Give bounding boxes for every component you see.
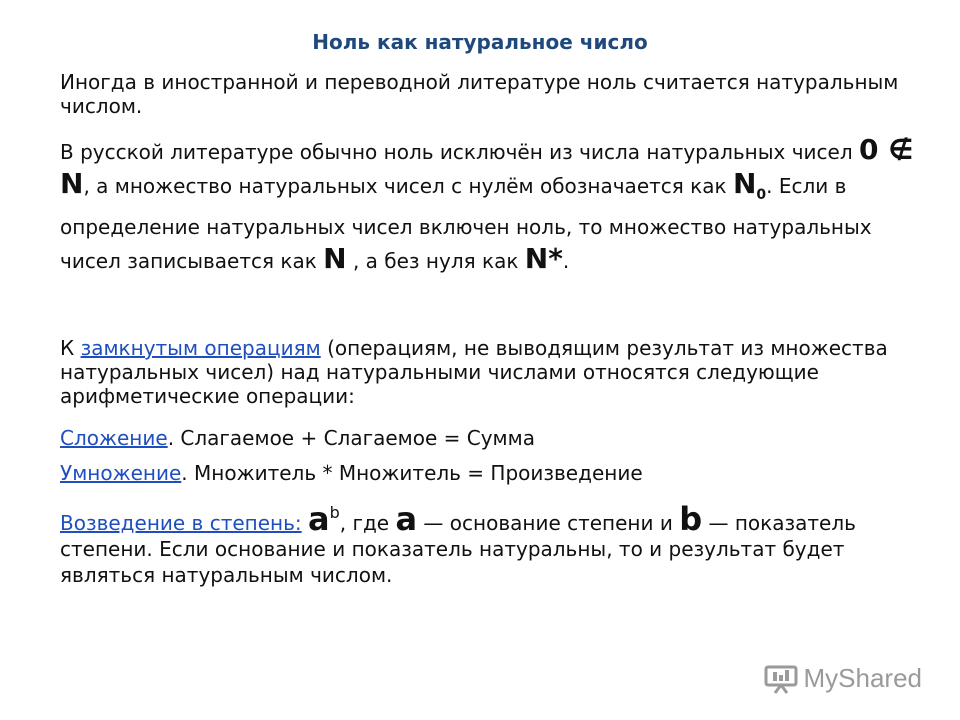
slide-title: Ноль как натуральное число <box>312 30 648 54</box>
zero-notin-n-symbol: 0 ∉ N <box>60 133 914 200</box>
power-base-a: a <box>308 500 330 538</box>
closed-operations-link[interactable]: замкнутым операциям <box>80 336 321 360</box>
text-segment: . <box>562 249 570 273</box>
text-segment: — основание степени и <box>417 511 680 535</box>
operation-exponentiation <box>60 500 920 588</box>
power-exponent-b: b <box>329 503 340 522</box>
n-symbol: N <box>732 167 757 200</box>
paragraph-closed-operations <box>60 336 920 408</box>
text-segment: — показатель степени. Если основание и показатель натуральны, то и результат будет являться натуральным числом. <box>60 511 856 587</box>
n-star-symbol: N* <box>524 242 563 275</box>
text-segment: , где <box>339 511 396 535</box>
text-segment: , а множество натуральных чисел с нулём обозначается как <box>83 174 733 198</box>
addition-text: . Слагаемое + Слагаемое = Сумма <box>167 426 535 450</box>
n-plain-symbol: N <box>323 242 347 275</box>
paragraph-zero-russian <box>60 134 920 277</box>
operation-multiplication <box>60 461 920 485</box>
exponent-b-symbol: b <box>679 500 703 538</box>
multiplication-link[interactable]: Умножение <box>60 461 182 485</box>
text-segment: (операциям, не выводящим результат из множества натуральных чисел) над натуральными числами относятся следующие арифметические операции: <box>60 336 888 408</box>
watermark-text: MyShared <box>803 663 922 693</box>
exponentiation-link[interactable]: Возведение в степень: <box>60 511 302 535</box>
base-a-symbol: a <box>395 500 418 538</box>
multiplication-text: . Множитель * Множитель = Произведение <box>181 461 643 485</box>
subscript-zero: 0 <box>756 187 767 203</box>
presentation-board-icon <box>764 664 798 694</box>
text-segment: , а без нуля как <box>346 249 525 273</box>
text-segment: В русской литературе обычно ноль исключён из числа натуральных чисел <box>60 140 859 164</box>
text-segment: . Если в определение натуральных чисел включен ноль, то множество натуральных чисел записывается как <box>60 174 872 273</box>
text-segment: К <box>60 336 81 360</box>
paragraph-zero-foreign: Иногда в иностранной и переводной литературе ноль считается натуральным числом. <box>60 70 899 118</box>
myshared-watermark <box>764 663 923 694</box>
addition-link[interactable]: Сложение <box>60 426 168 450</box>
operation-addition <box>60 426 920 450</box>
